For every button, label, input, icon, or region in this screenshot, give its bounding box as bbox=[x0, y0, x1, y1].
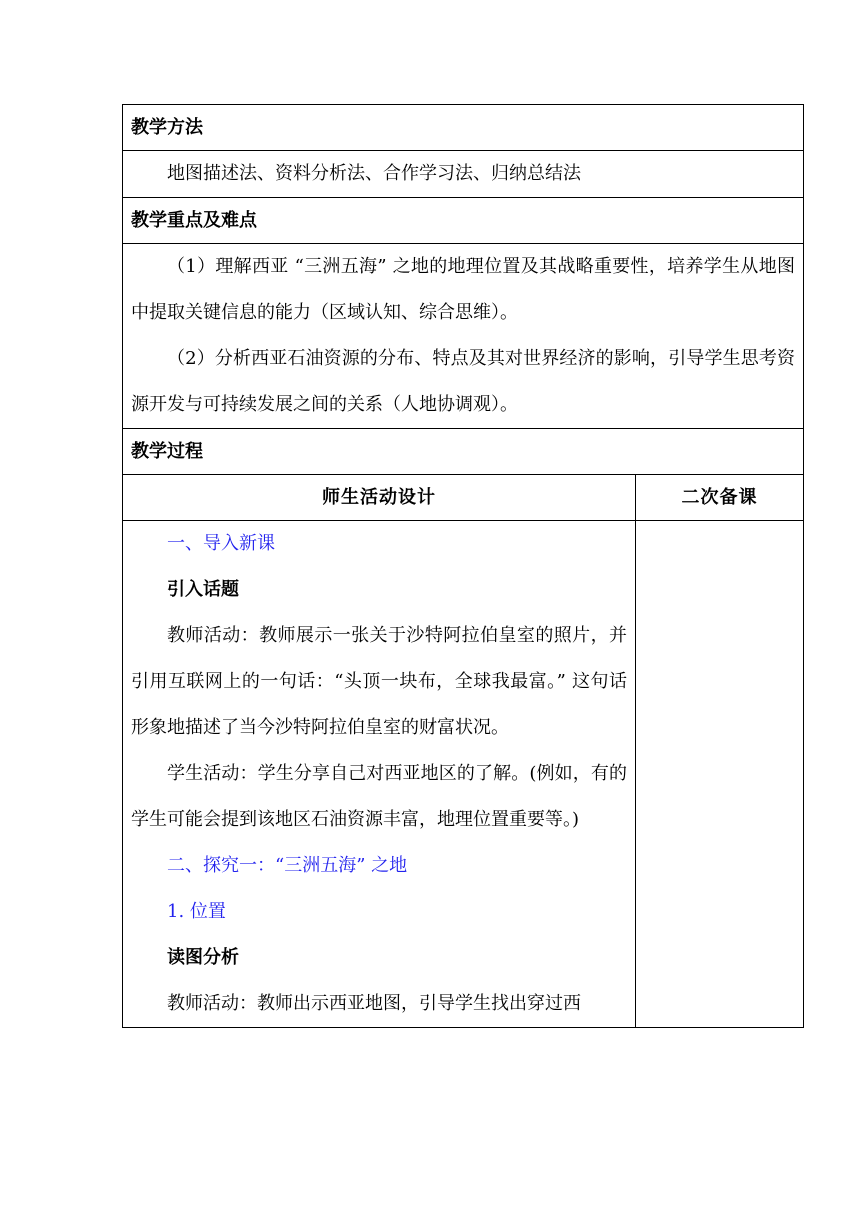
teaching-method-heading: 教学方法 bbox=[123, 105, 804, 151]
focus-item: （2）分析西亚石油资源的分布、特点及其对世界经济的影响，引导学生思考资源开发与可持续发展之间的关系（人地协调观）。 bbox=[131, 348, 795, 415]
intro-subtitle: 引入话题 bbox=[167, 579, 239, 600]
map-analysis-subtitle: 读图分析 bbox=[167, 947, 239, 968]
second-prep-header: 二次备课 bbox=[636, 475, 804, 521]
focus-item: （1）理解西亚 “三洲五海” 之地的地理位置及其战略重要性，培养学生从地图中提取关键信息的能力（区域认知、综合思维）。 bbox=[131, 256, 795, 323]
teaching-method-text: 地图描述法、资料分析法、合作学习法、归纳总结法 bbox=[167, 163, 581, 184]
activity-design-header: 师生活动设计 bbox=[123, 475, 636, 521]
activity-design-content bbox=[123, 521, 636, 1028]
second-prep-content bbox=[636, 521, 804, 1028]
position-title: 1. 位置 bbox=[167, 901, 226, 922]
lesson-plan-table bbox=[122, 104, 804, 1028]
teaching-method-cell bbox=[123, 151, 804, 198]
focus-difficulty-heading: 教学重点及难点 bbox=[123, 198, 804, 244]
student-activity-paragraph: 学生活动：学生分享自己对西亚地区的了解。(例如，有的学生可能会提到该地区石油资源丰富，地理位置重要等。) bbox=[131, 763, 627, 830]
teacher-activity-paragraph: 教师活动：教师出示西亚地图，引导学生找出穿过西 bbox=[167, 993, 581, 1014]
teacher-activity-paragraph: 教师活动：教师展示一张关于沙特阿拉伯皇室的照片，并引用互联网上的一句话：“头顶一块布，全球我最富。” 这句话形象地描述了当今沙特阿拉伯皇室的财富状况。 bbox=[131, 625, 627, 738]
intro-title: 一、导入新课 bbox=[167, 533, 275, 554]
focus-difficulty-cell bbox=[123, 244, 804, 429]
explore-title: 二、探究一：“三洲五海” 之地 bbox=[167, 855, 408, 876]
teaching-process-heading: 教学过程 bbox=[123, 429, 804, 475]
